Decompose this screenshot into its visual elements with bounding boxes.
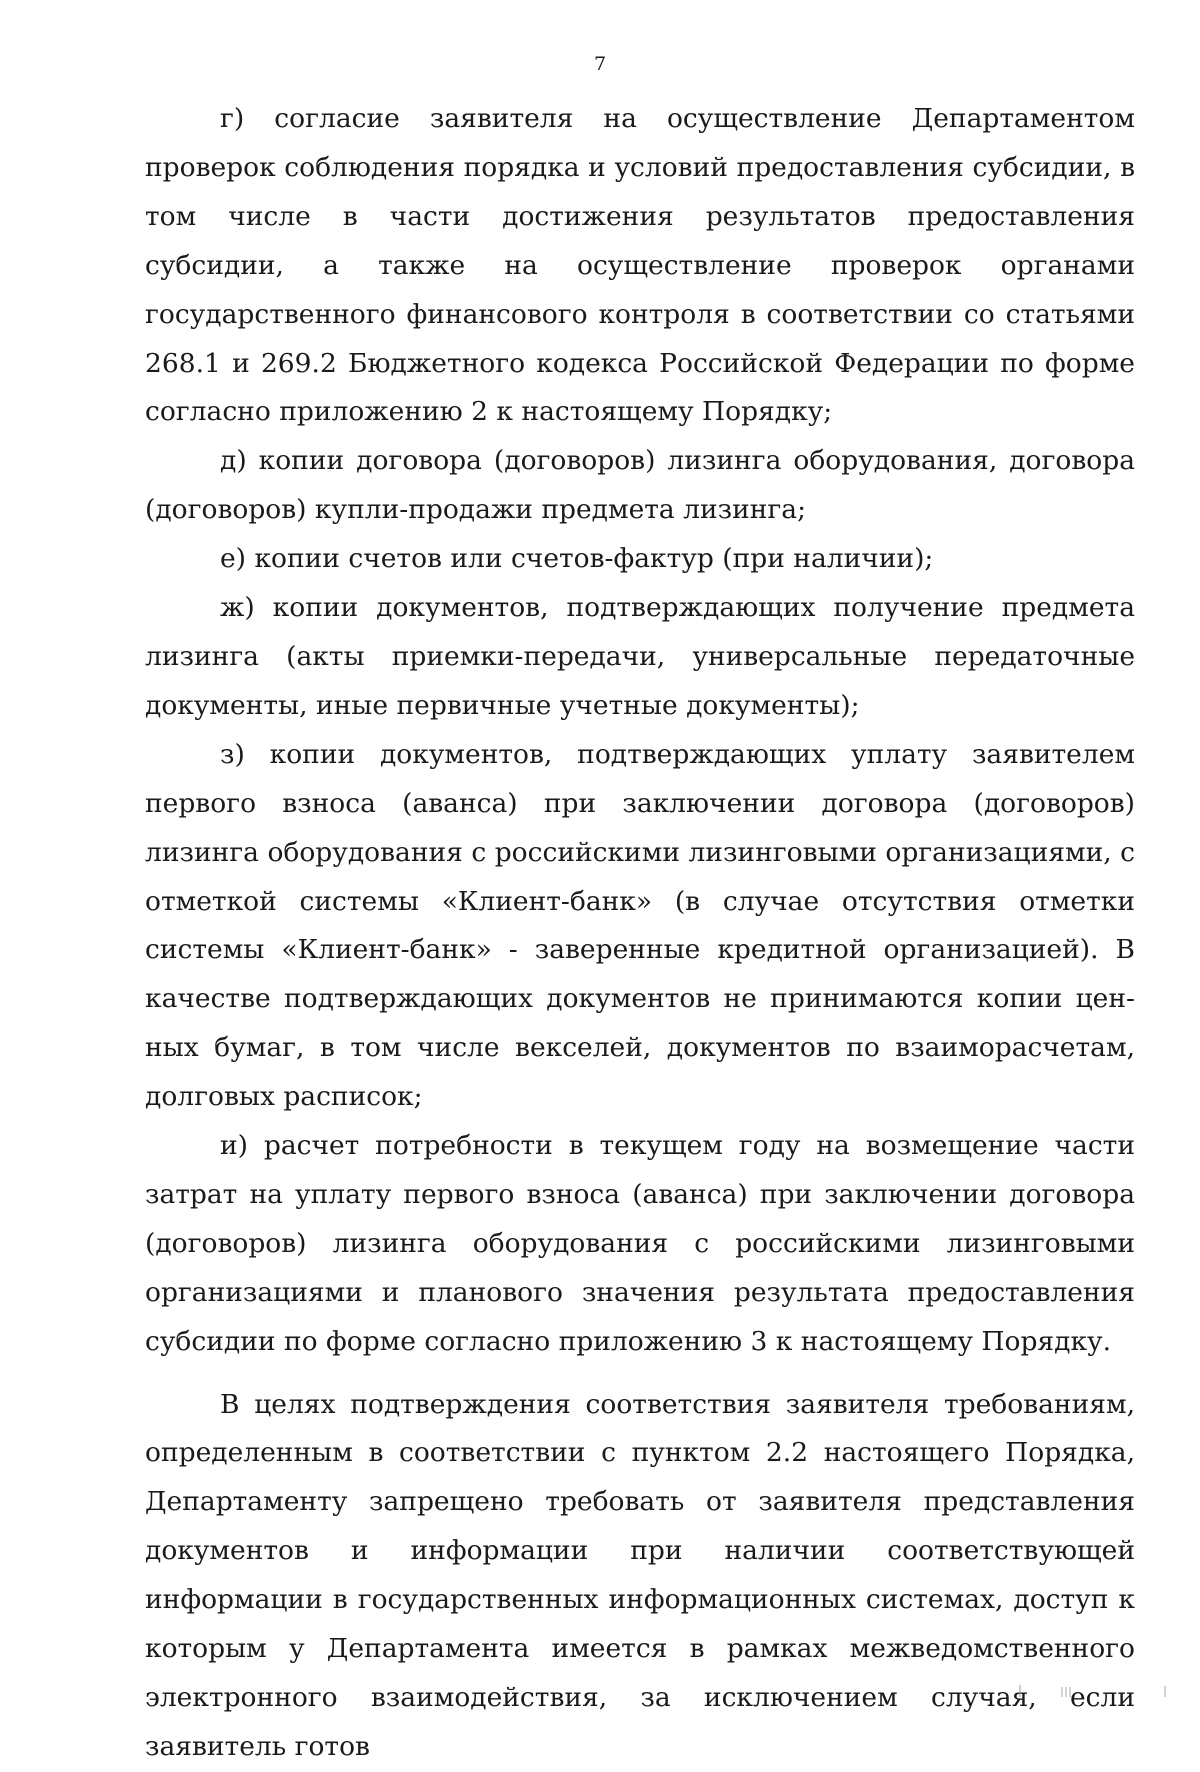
scan-artifact-marks	[1000, 1683, 1180, 1697]
paragraph-item-zh: ж) копии документов, подтверждающих получение предмета лизинга (акты приемки-передачи, универсальные передаточные документы, иные первичные учетные документы);	[145, 592, 1135, 721]
paragraph-item-z: з) копии документов, подтверждающих уплату заявителем первого взноса (аванса) при заключении договора (договоров) лизинга оборудования с российскими лизинговыми организациями, с отметкой системы «Клиент-банк» (в случае отсутствия отметки системы «Клиент-банк» - заверенные кредитной организацией). В качестве подтверждающих документов не принимаются копии ценных бумаг, в том числе векселей, документов по взаиморасчетам, долговых расписок;	[145, 738, 1135, 1113]
page-number: 7	[593, 53, 607, 75]
paragraph-requirements: В целях подтверждения соответствия заявителя требованиям, определенным в соответствии с пунктом 2.2 настоящего Порядка, Департаменту запрещено требовать от заявителя представления документов и информации при наличии соответствующей информации в государственных информационных системах, доступ к которым у Департамента имеется в рамках межведомственного электронного взаимодействия, за исключением случая, если заявитель готов	[145, 1388, 1135, 1762]
paragraph-item-i: и) расчет потребности в текущем году на возмещение части затрат на уплату первого взноса (аванса) при заключении договора (договоров) лизинга оборудования с российскими лизинговыми организациями и планового значения результата предоставления субсидии по форме согласно приложению 3 к настоящему Порядку.	[145, 1130, 1135, 1357]
paragraph-item-d: д) копии договора (договоров) лизинга оборудования, договора (договоров) купли-продажи предмета лизинга;	[145, 445, 1135, 526]
paragraph-item-e: е) копии счетов или счетов-фактур (при наличии);	[220, 543, 934, 575]
document-body	[145, 95, 1135, 1772]
paragraph-item-g: г) согласие заявителя на осуществление Департаментом проверок соблюдения порядка и условий предоставления субсидии, в том числе в части достижения результатов предоставления субсидии, а также на осуществление проверок органами государственного финансового контроля в соответствии со статьями 268.1 и 269.2 Бюджетного кодекса Российской Федерации по форме согласно приложению 2 к настоящему Порядку;	[145, 103, 1135, 428]
